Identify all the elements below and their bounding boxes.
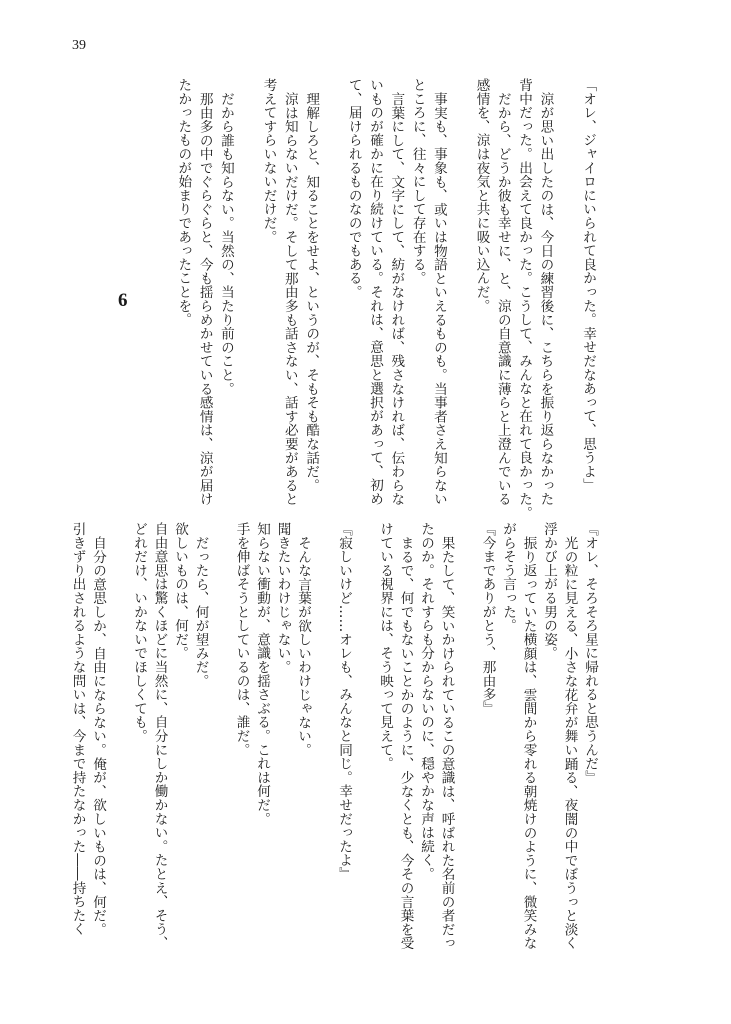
text-line: まるで、何でもないことかのように、少なくとも、今その言葉を受 (397, 535, 414, 950)
text-line: 聞きたいわけじゃない。 (274, 522, 291, 674)
text-line: 光の粒に見える、小さな花弁が舞い踊る、夜闇の中でぼうっと淡く (561, 535, 578, 950)
text-line: 知らない衝動が、意識を揺さぶる。これは何だ。 (254, 522, 270, 826)
blank-line (236, 78, 257, 498)
text-line: 涼は知らないだけだ。そして那由多も話さない、話す必要があると (281, 91, 298, 506)
text-line: 自由意思は驚くほどに当然に、自分にしか働かない。たとえ、そう、 (151, 522, 168, 950)
text-line: 那由多の中でぐらぐらと、今も揺らめかせている感情は、涼が届け (196, 91, 213, 506)
text-line: たのか。それすらも分からないのに、穏やかな声は続く。 (418, 522, 434, 881)
text-line: 『今までありがとう、那由多』 (479, 522, 496, 716)
text-line: けている視界には、そう映って見えて。 (377, 522, 393, 771)
text-line: 振り返っていた横顔は、雲間から零れる朝焼けのように、微笑みな (520, 535, 537, 950)
text-block-bottom (67, 522, 600, 950)
text-line: 事実も、事象も、或いは物語といえるものも。当事者さえ知らない (430, 91, 447, 506)
text-line: 自分の意思しか、自由にならない。俺が、欲しいものは、何だ。 (90, 535, 106, 936)
text-line: 果たして、笑いかけられているこの意識は、呼ばれた名前の者だっ (438, 535, 455, 950)
text-line: 引きずり出されるような問いは、今まで持たなかった――持ちたく (69, 522, 86, 936)
text-line: 「オレ、ジャイロにいられて良かった。幸せだなあって、思うよ」 (580, 78, 596, 492)
text-line: 言葉にして、文字にして、紡がなければ、残さなければ、伝わらな (388, 91, 405, 506)
text-line: 涼が思い出したのは、今日の練習後に、こちらを振り返らなかった (537, 91, 554, 506)
text-block-top (172, 78, 598, 520)
text-line: 背中だった。出会えて良かった。こうして、みんなと在れて良かった。 (516, 78, 533, 520)
text-line: いものが確かに在り続けている。それは、意思と選択があって、初め (367, 78, 384, 506)
text-line: どれだけ、いかないでほしくても。 (131, 522, 147, 743)
blank-line (555, 78, 576, 498)
text-line: 考えてすらいないだけだ。 (260, 78, 277, 244)
text-line: 『寂しいけど……オレも、みんなと同じ。幸せだったよ』 (336, 522, 352, 881)
blank-line (449, 78, 470, 498)
page-number: 39 (72, 38, 86, 53)
text-line: 理解しろと、知ることをせよ、というのが、そもそも酷な話だ。 (303, 91, 320, 492)
text-line: て、届けられるものなのでもある。 (345, 78, 362, 299)
blank-line (354, 522, 375, 947)
blank-line (313, 522, 334, 947)
text-line: 手を伸ばそうとしているのは、誰だ。 (233, 522, 250, 757)
blank-line (321, 78, 342, 498)
text-line: そんな言葉が欲しいわけじゃない。 (295, 535, 311, 757)
text-line: がらそう言った。 (500, 522, 516, 633)
text-line: ところに、往々にして存在する。 (409, 78, 426, 285)
text-line: 浮かび上がる男の姿。 (541, 522, 557, 660)
text-line: だから誰も知らない。当然の、当たり前のこと。 (217, 91, 234, 396)
text-line: だから、どうか彼も幸せに、と、涼の自意識に薄らと上澄んでいる (494, 91, 511, 506)
blank-line (108, 522, 129, 947)
chapter-heading: 6 (118, 290, 128, 311)
text-line: 感情を、涼は夜気と共に吸い込んだ。 (473, 78, 490, 313)
text-line: だったら、何が望みだ。 (192, 535, 209, 688)
text-line: たかったものが始まりであったことを。 (175, 78, 192, 327)
text-line: 『オレ、そろそろ星に帰れると思うんだ』 (582, 522, 598, 785)
blank-line (457, 522, 478, 947)
blank-line (211, 522, 232, 947)
text-line: 欲しいものは、何だ。 (172, 522, 188, 660)
